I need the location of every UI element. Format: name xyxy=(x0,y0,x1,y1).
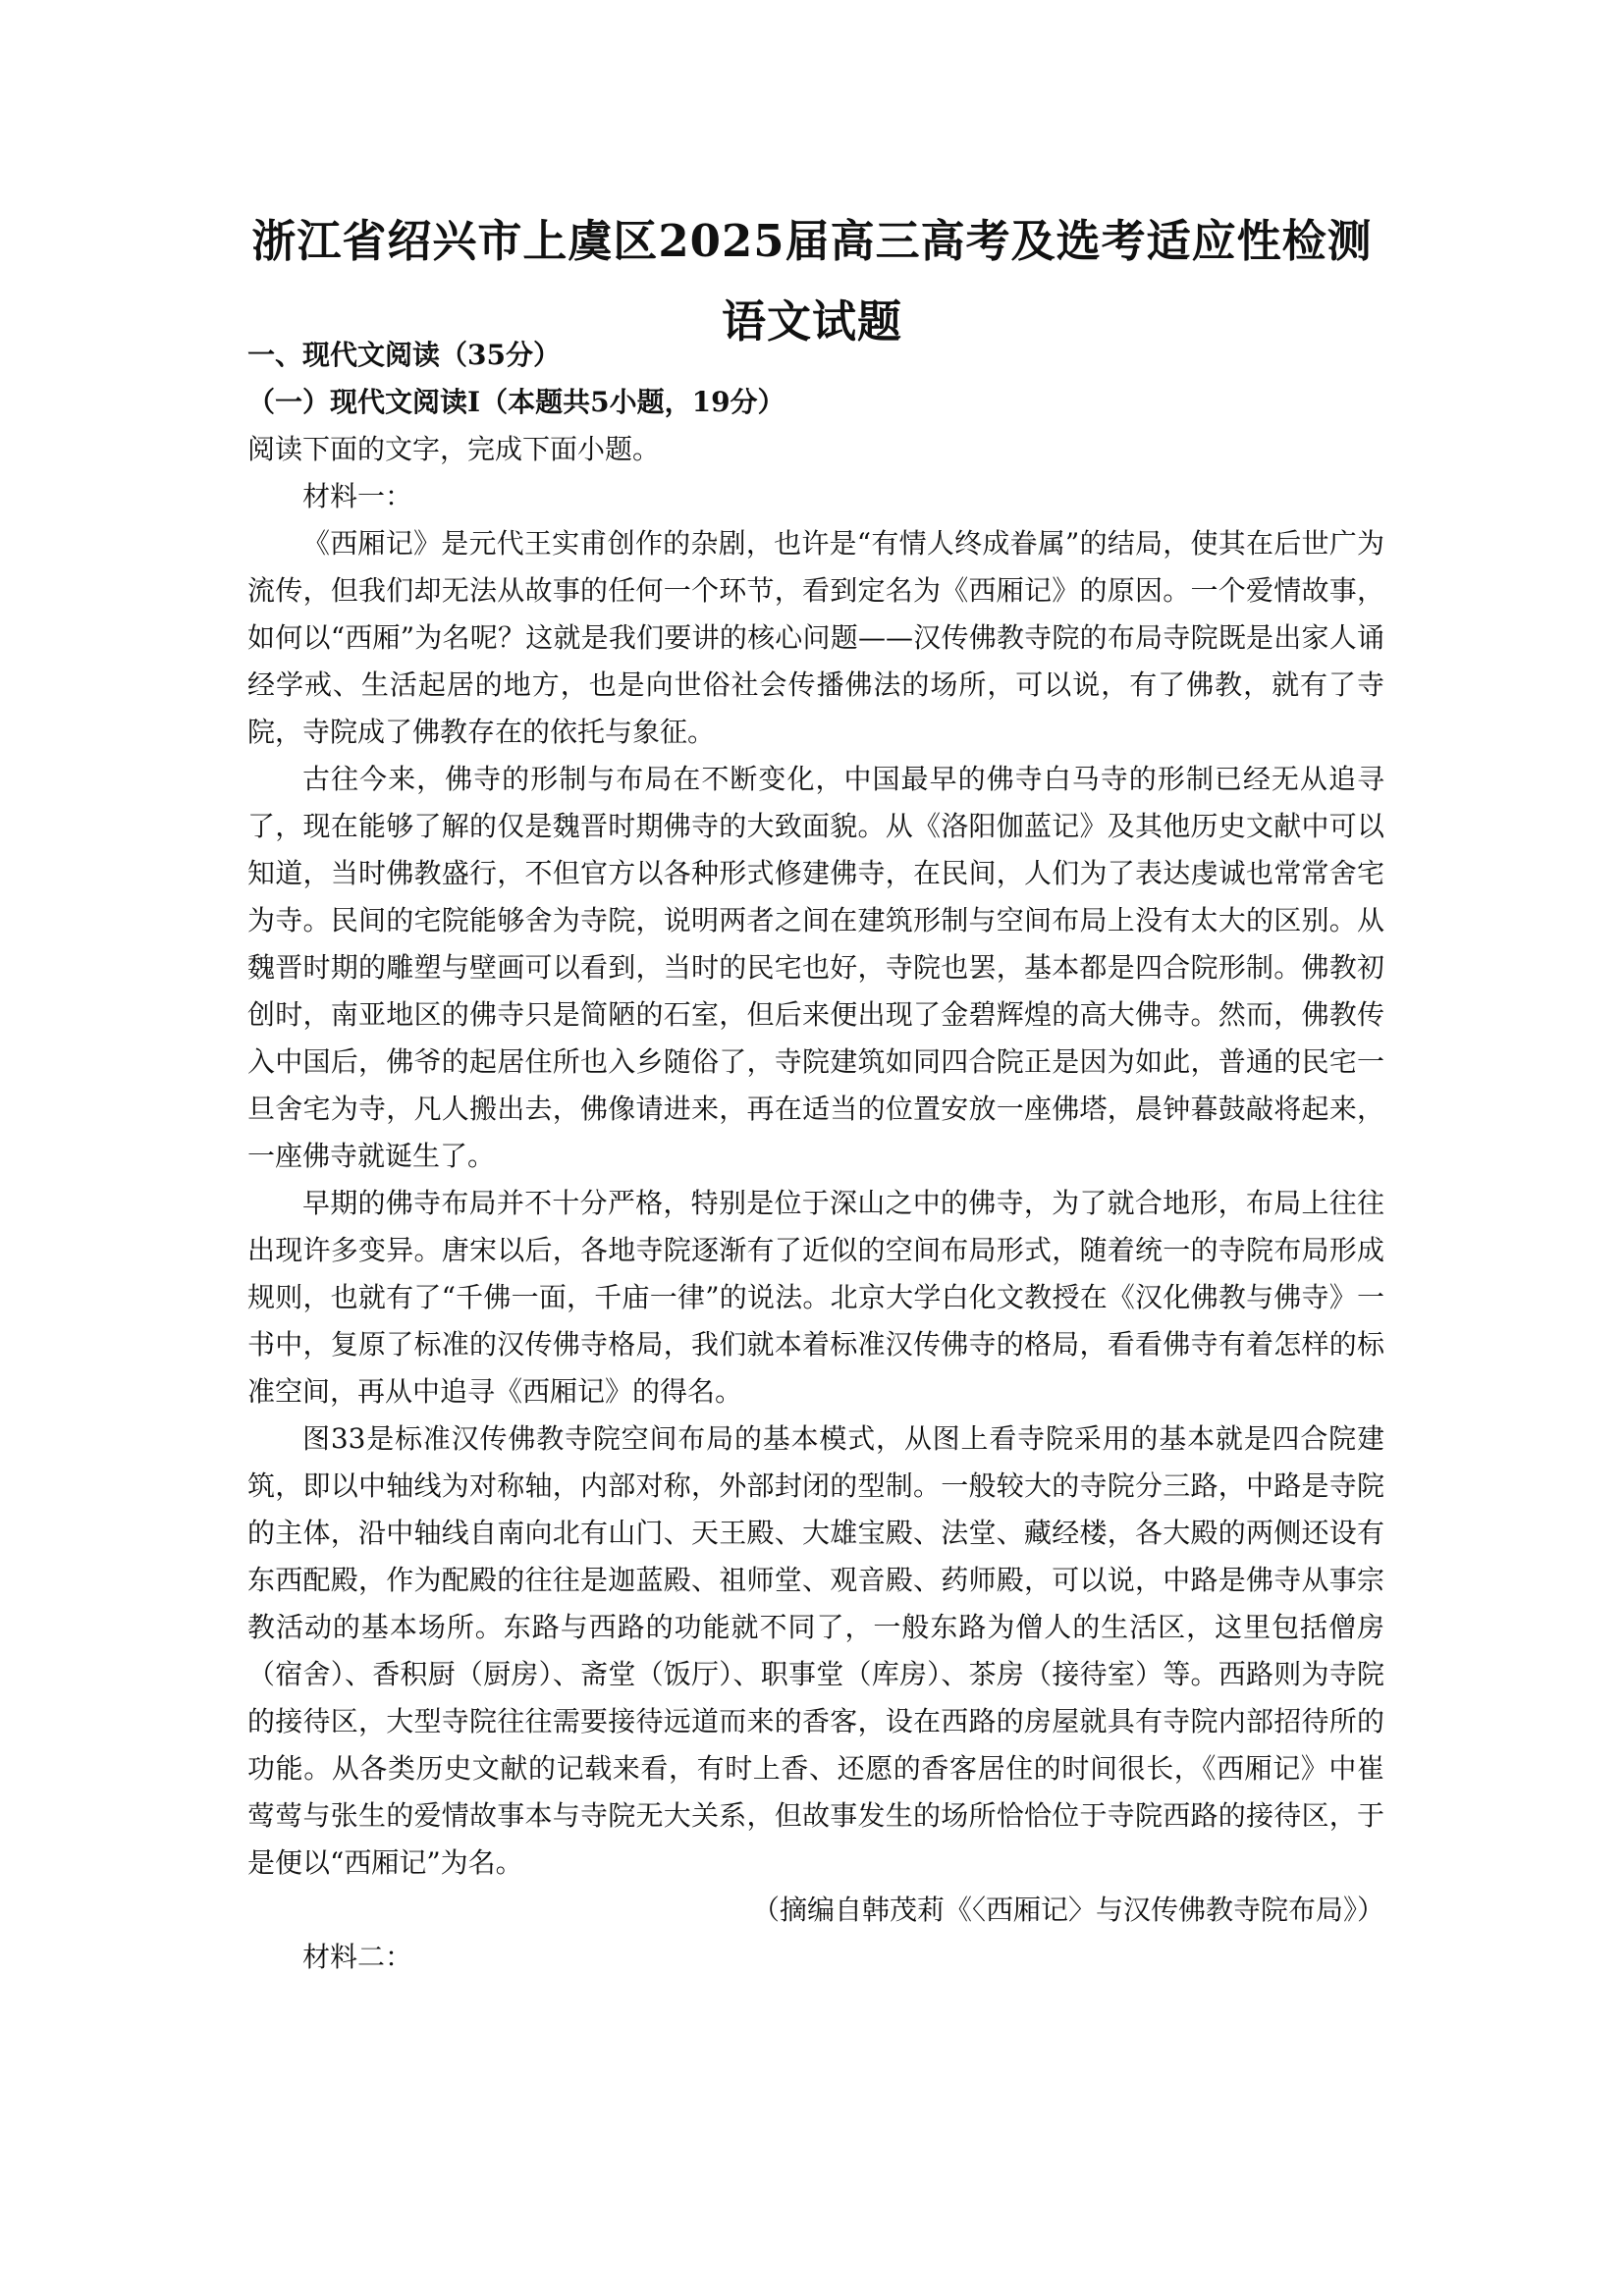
material-paragraph: 早期的佛寺布局并不十分严格，特别是位于深山之中的佛寺，为了就合地形，布局上往往出现许多变异。唐宋以后，各地寺院逐渐有了近似的空间布局形式，随着统一的寺院布局形成规则，也就有了“千佛一面，千庙一律”的说法。北京大学白化文教授在《汉化佛教与佛寺》一书中，复原了标准的汉传佛寺格局，我们就本着标准汉传佛寺的格局，看看佛寺有着怎样的标准空间，再从中追寻《西厢记》的得名。 xyxy=(247,1187,1384,1408)
source-citation: （摘编自韩茂莉《〈西厢记〉与汉传佛教寺院布局》） xyxy=(751,1894,1384,1926)
material-paragraph: 古往今来，佛寺的形制与布局在不断变化，中国最早的佛寺白马寺的形制已经无从追寻了，现在能够了解的仅是魏晋时期佛寺的大致面貌。从《洛阳伽蓝记》及其他历史文献中可以知道，当时佛教盛行，不但官方以各种形式修建佛寺，在民间，人们为了表达虔诚也常常舍宅为寺。民间的宅院能够舍为寺院，说明两者之间在建筑形制与空间布局上没有太大的区别。从魏晋时期的雕塑与壁画可以看到，当时的民宅也好，寺院也罢，基本都是四合院形制。佛教初创时，南亚地区的佛寺只是简陋的石室，但后来便出现了金碧辉煌的高大佛寺。然而，佛教传入中国后，佛爷的起居住所也入乡随俗了，寺院建筑如同四合院正是因为如此，普通的民宅一旦舍宅为寺，凡人搬出去，佛像请进来，再在适当的位置安放一座佛塔，晨钟暮鼓敲将起来，一座佛寺就诞生了。 xyxy=(247,763,1384,1172)
material-label: 材料二： xyxy=(302,1941,413,1973)
reading-instruction: 阅读下面的文字，完成下面小题。 xyxy=(247,433,661,465)
section-heading: 一、现代文阅读（35分） xyxy=(247,339,561,371)
exam-title: 浙江省绍兴市上虞区2025届高三高考及选考适应性检测 xyxy=(251,215,1373,267)
exam-subject-title: 语文试题 xyxy=(721,295,902,347)
exam-content xyxy=(247,332,1384,1981)
material-paragraph: 《西厢记》是元代王实甫创作的杂剧，也许是“有情人终成眷属”的结局，使其在后世广为流传，但我们却无法从故事的任何一个环节，看到定名为《西厢记》的原因。一个爱情故事，如何以“西厢”为名呢？这就是我们要讲的核心问题——汉传佛教寺院的布局寺院既是出家人诵经学戒、生活起居的地方，也是向世俗社会传播佛法的场所，可以说，有了佛教，就有了寺院，寺院成了佛教存在的依托与象征。 xyxy=(247,527,1384,748)
material-label: 材料一： xyxy=(302,480,413,512)
subsection-heading: （一）现代文阅读Ⅰ（本题共5小题，19分） xyxy=(247,386,785,418)
material-paragraph: 图33是标准汉传佛教寺院空间布局的基本模式，从图上看寺院采用的基本就是四合院建筑，即以中轴线为对称轴，内部对称，外部封闭的型制。一般较大的寺院分三路，中路是寺院的主体，沿中轴线自南向北有山门、天王殿、大雄宝殿、法堂、藏经楼，各大殿的两侧还设有东西配殿，作为配殿的往往是迦蓝殿、祖师堂、观音殿、药师殿，可以说，中路是佛寺从事宗教活动的基本场所。东路与西路的功能就不同了，一般东路为僧人的生活区，这里包括僧房（宿舍）、香积厨（厨房）、斋堂（饭厅）、职事堂（库房）、茶房（接待室）等。西路则为寺院的接待区，大型寺院往往需要接待远道而来的香客，设在西路的房屋就具有寺院内部招待所的功能。从各类历史文献的记载来看，有时上香、还愿的香客居住的时间很长，《西厢记》中崔莺莺与张生的爱情故事本与寺院无大关系，但故事发生的场所恰恰位于寺院西路的接待区，于是便以“西厢记”为名。 xyxy=(247,1422,1384,1879)
